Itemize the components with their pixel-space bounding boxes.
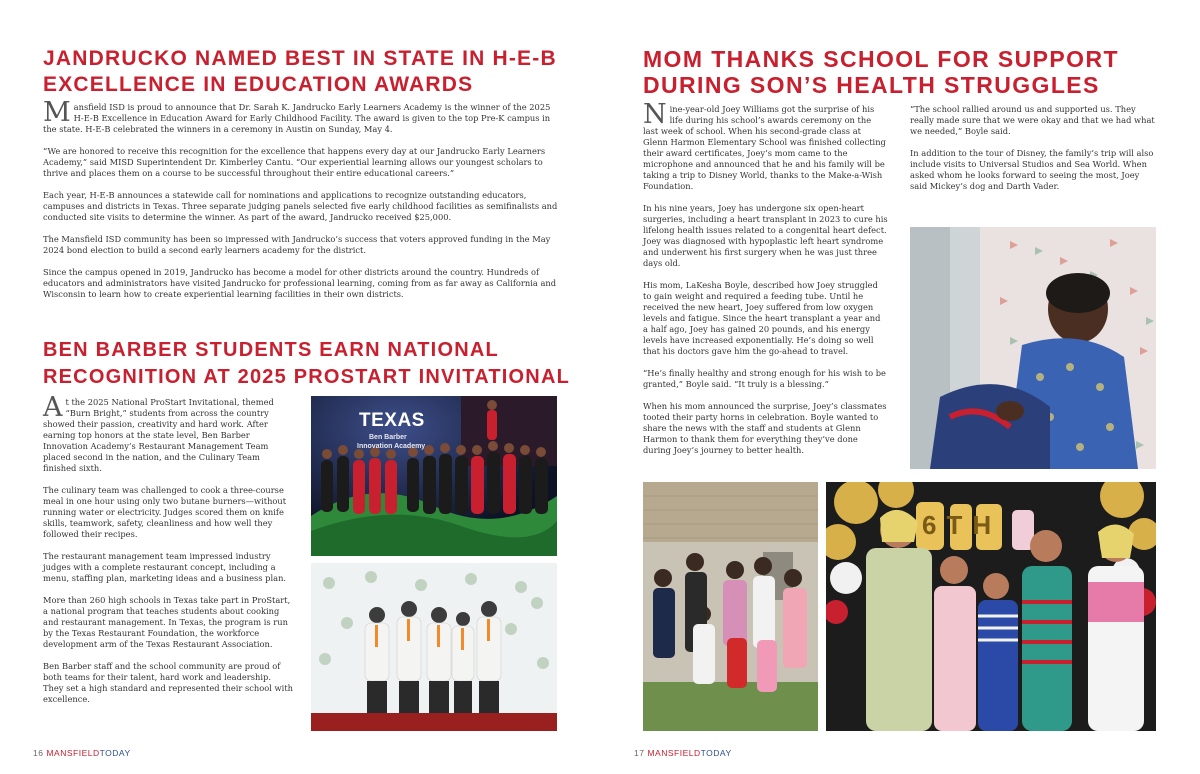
- article1-paragraph: Since the campus opened in 2019, Jandrucko has become a model for other districts around the country. Hundreds of educators and administrators have visited Jandrucko for professional learning, coming from as far away as California and Wisconsin to learn how to create experiential learning facilities in their own districts.: [43, 267, 557, 299]
- stage-screen-subtitle: Ben Barber: [369, 434, 407, 441]
- dropcap: A: [43, 392, 63, 423]
- culinary-team-photo: [311, 563, 557, 731]
- article1-body: [43, 97, 559, 311]
- article1-paragraph: The Mansfield ISD community has been so impressed with Jandrucko’s success that voters approved funding in the May 2024 bond election to build a second early learners academy for the district.: [43, 234, 551, 255]
- article3-paragraph: When his mom announced the surprise, Joey’s classmates tooted their party horns in celebration. Boyle wanted to share the news with the staff and students at Glenn Harmon to thank them for everything they’ve done during Joey’s journey to better health.: [643, 401, 887, 455]
- brand-wordmark: MANSFIELD: [647, 748, 701, 758]
- joey-hospital-photo: [910, 227, 1156, 469]
- article2-paragraph: Ben Barber staff and the school community are proud of both teams for their talent, hard work and leadership. They set a high standard and represented their school with excellence.: [43, 661, 293, 704]
- family-outdoor-photo: [643, 482, 818, 731]
- hospital-photo-illustration: [910, 227, 1156, 469]
- celebration-balloons-photo: [826, 482, 1156, 731]
- article2-paragraph: More than 260 high schools in Texas take part in ProStart, a national program that teaches students about cooking and restaurant management. In Texas, the program is run by the Texas Restaurant Foundation, the workforce development arm of the Texas Restaurant Association.: [43, 595, 291, 649]
- article3-paragraph: In addition to the tour of Disney, the family’s trip will also include visits to Universal Studios and Sea World. When asked whom he looks forward to seeing the most, Joey said Mickey’s dog and Darth Vader.: [910, 148, 1154, 191]
- stage-screen-subtitle: Innovation Academy: [357, 443, 426, 450]
- article2-paragraph: The culinary team was challenged to cook a three-course meal in one hour using only two butane burners—without running water or electricity. Judges scored them on knife skills, teamwork, safety, cleanliness and how well they followed their recipes.: [43, 485, 287, 539]
- stage-photo-illustration: [311, 396, 557, 556]
- dropcap: N: [643, 99, 667, 130]
- article1-paragraph: “We are honored to receive this recognition for the excellence that happens every day at our Jandrucko Early Learners Academy,” said MISD Superintendent Dr. Kimberley Cantu. “Our experiential learning allows our youngest scholars to thrive and places them on a course to be successful throughout their entire educational careers.”: [43, 146, 546, 178]
- article3-headline: MOM THANKS SCHOOL FOR SUPPORT DURING SON’S HEALTH STRUGGLES: [643, 46, 1119, 98]
- article2-body: [43, 392, 293, 716]
- page-number: 16: [33, 748, 44, 758]
- article3-body-col2: [910, 104, 1156, 203]
- article2-paragraph: The restaurant management team impressed industry judges with a complete restaurant concept, including a menu, staffing plan, marketing ideas and a business plan.: [43, 551, 287, 583]
- article1-paragraph: Each year, H-E-B announces a statewide call for nominations and applications to recognize outstanding educators, campuses and districts in Texas. Three separate judging panels selected five early childhood facilities as semifinalists and conducted site visits to determine the winner. As part of the award, Jandrucko received $25,000.: [43, 190, 558, 222]
- prostart-awards-stage-photo: [311, 396, 557, 556]
- number-balloon-text: 6TH: [922, 510, 1002, 540]
- dropcap: M: [43, 97, 71, 128]
- article2-paragraph: At the 2025 National ProStart Invitational, themed “Burn Bright,” students from across the country showed their passion, creativity and hard work. After earning top honors at the state level, Ben Barber Innovation Academy’s Restaurant Management Team placed second in the nation, and the Culinary Team finished sixth.: [43, 392, 274, 473]
- brand-wordmark: MANSFIELD: [46, 748, 100, 758]
- article3-paragraph: “The school rallied around us and supported us. They really made sure that we were okay and that we had what we needed,” Boyle said.: [910, 104, 1155, 136]
- brand-wordmark: TODAY: [99, 748, 131, 758]
- article3-paragraph: His mom, LaKesha Boyle, described how Joey struggled to gain weight and required a feeding tube. Until he received the new heart, Joey suffered from low oxygen levels and fatigue. Since the heart transplant a year and a half ago, Joey has gained 20 pounds, and his energy levels have increased exponentially. He’s doing so well that his doctors gave him the go-ahead to travel.: [643, 280, 881, 356]
- article3-paragraph: Nine-year-old Joey Williams got the surprise of his life during his school’s awards ceremony on the last week of school. When his second-grade class at Glenn Harmon Elementary School was finished collecting their award certificates, Joey’s mom came to the microphone and announced that he and his family will be taking a trip to Disney World, thanks to the Make-a-Wish Foundation.: [643, 99, 886, 191]
- article3-paragraph: “He’s finally healthy and strong enough for his wish to be granted,” Boyle said. “It truly is a blessing.”: [643, 368, 886, 389]
- article3-paragraph: In his nine years, Joey has undergone six open-heart surgeries, including a heart transplant in 2023 to cure his lifelong health issues related to a congenital heart defect. Joey was diagnosed with hypoplastic left heart syndrome and underwent his first surgery when he was just three days old.: [643, 203, 888, 268]
- right-page: [600, 0, 1200, 774]
- outdoor-photo-illustration: [643, 482, 818, 731]
- brand-wordmark: TODAY: [700, 748, 732, 758]
- article1-headline: JANDRUCKO NAMED BEST IN STATE IN H-E-B EXCELLENCE IN EDUCATION AWARDS: [43, 47, 557, 96]
- article3-body-col1: [643, 99, 888, 467]
- page-number: 17: [634, 748, 645, 758]
- article1-paragraph: Mansfield ISD is proud to announce that Dr. Sarah K. Jandrucko Early Learners Academy is the winner of the 2025 H-E-B Excellence in Education Award for Early Childhood Facility. The award is given to the top Pre-K campus in the state. H-E-B celebrated the winners in a ceremony in Austin on Sunday, May 4.: [43, 97, 551, 134]
- page-folio-left: [33, 748, 131, 758]
- stage-screen-title: TEXAS: [359, 410, 425, 431]
- article2-headline: BEN BARBER STUDENTS EARN NATIONAL RECOGNITION AT 2025 PROSTART INVITATIONAL: [43, 339, 571, 388]
- culinary-photo-illustration: [311, 563, 557, 731]
- page-folio-right: [634, 748, 732, 758]
